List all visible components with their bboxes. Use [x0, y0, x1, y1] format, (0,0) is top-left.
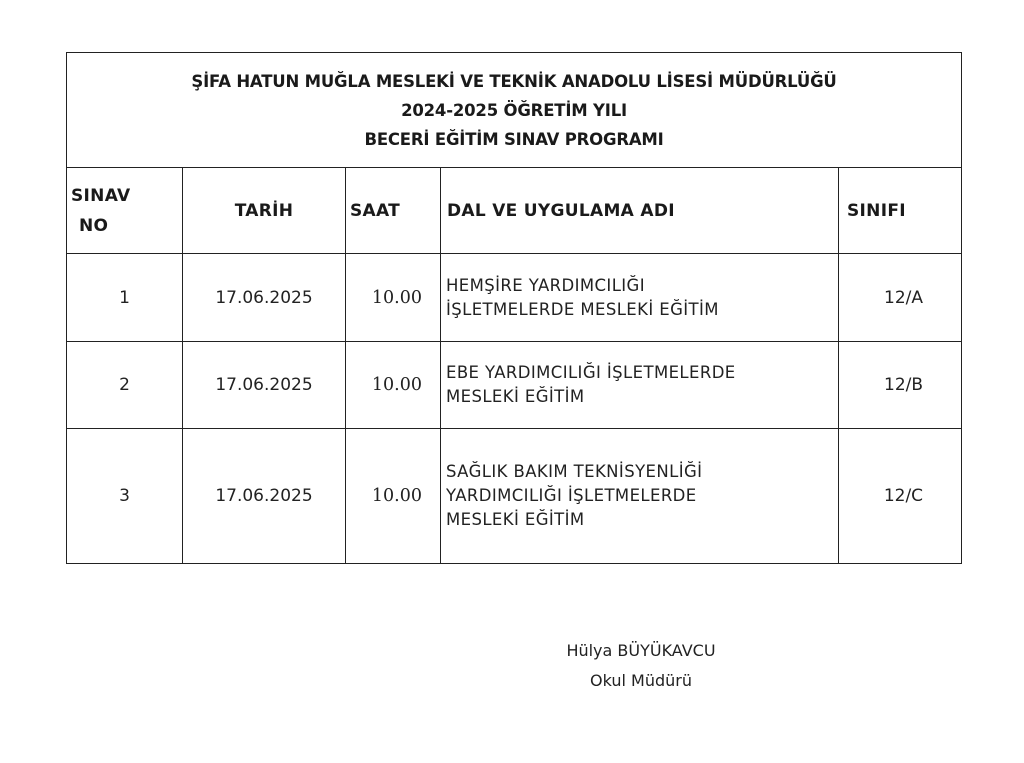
- column-header-exam-no: [67, 168, 183, 254]
- date-cell: 17.06.2025: [183, 254, 346, 342]
- date-cell: 17.06.2025: [183, 342, 346, 429]
- column-header-exam-no-line2: NO: [79, 215, 109, 236]
- program-name-line: HEMŞİRE YARDIMCILIĞI: [446, 275, 645, 295]
- program-title: BECERİ EĞİTİM SINAV PROGRAMI: [364, 129, 664, 149]
- table-row: [67, 254, 962, 342]
- column-header-time: SAAT: [346, 168, 441, 254]
- column-header-program-name: DAL VE UYGULAMA ADI: [441, 168, 839, 254]
- column-header-row: [67, 168, 962, 254]
- exam-no-cell: 1: [67, 254, 183, 342]
- academic-year: 2024-2025 ÖĞRETİM YILI: [401, 100, 627, 120]
- exam-schedule-table: [66, 52, 962, 564]
- time-cell: 10.00: [346, 254, 441, 342]
- column-header-exam-no-line1: SINAV: [71, 185, 131, 206]
- program-name-line: İŞLETMELERDE MESLEKİ EĞİTİM: [446, 299, 719, 319]
- time-cell: 10.00: [346, 429, 441, 564]
- date-cell: 17.06.2025: [183, 429, 346, 564]
- column-header-date: TARİH: [183, 168, 346, 254]
- program-name-line: MESLEKİ EĞİTİM: [446, 387, 585, 406]
- signature-block: [510, 636, 772, 696]
- signatory-title: Okul Müdürü: [590, 671, 692, 690]
- class-cell: 12/C: [839, 429, 962, 564]
- table-row: [67, 429, 962, 564]
- program-name-line: MESLEKİ EĞİTİM: [446, 510, 585, 529]
- program-name-line: SAĞLIK BAKIM TEKNİSYENLİĞİ: [446, 462, 703, 481]
- class-cell: 12/B: [839, 342, 962, 429]
- title-row: [67, 53, 962, 168]
- program-name-line: EBE YARDIMCILIĞI İŞLETMELERDE: [446, 363, 736, 382]
- document-title: [67, 53, 962, 168]
- program-name-line: YARDIMCILIĞI İŞLETMELERDE: [446, 486, 697, 505]
- program-name-cell: [441, 429, 839, 564]
- signatory-name: Hülya BÜYÜKAVCU: [566, 641, 716, 660]
- class-cell: 12/A: [839, 254, 962, 342]
- school-name: ŞİFA HATUN MUĞLA MESLEKİ VE TEKNİK ANADOLU LİSESİ MÜDÜRLÜĞÜ: [191, 71, 837, 91]
- exam-no-cell: 3: [67, 429, 183, 564]
- program-name-cell: [441, 342, 839, 429]
- exam-no-cell: 2: [67, 342, 183, 429]
- table-row: [67, 342, 962, 429]
- column-header-class: SINIFI: [839, 168, 962, 254]
- program-name-cell: [441, 254, 839, 342]
- time-cell: 10.00: [346, 342, 441, 429]
